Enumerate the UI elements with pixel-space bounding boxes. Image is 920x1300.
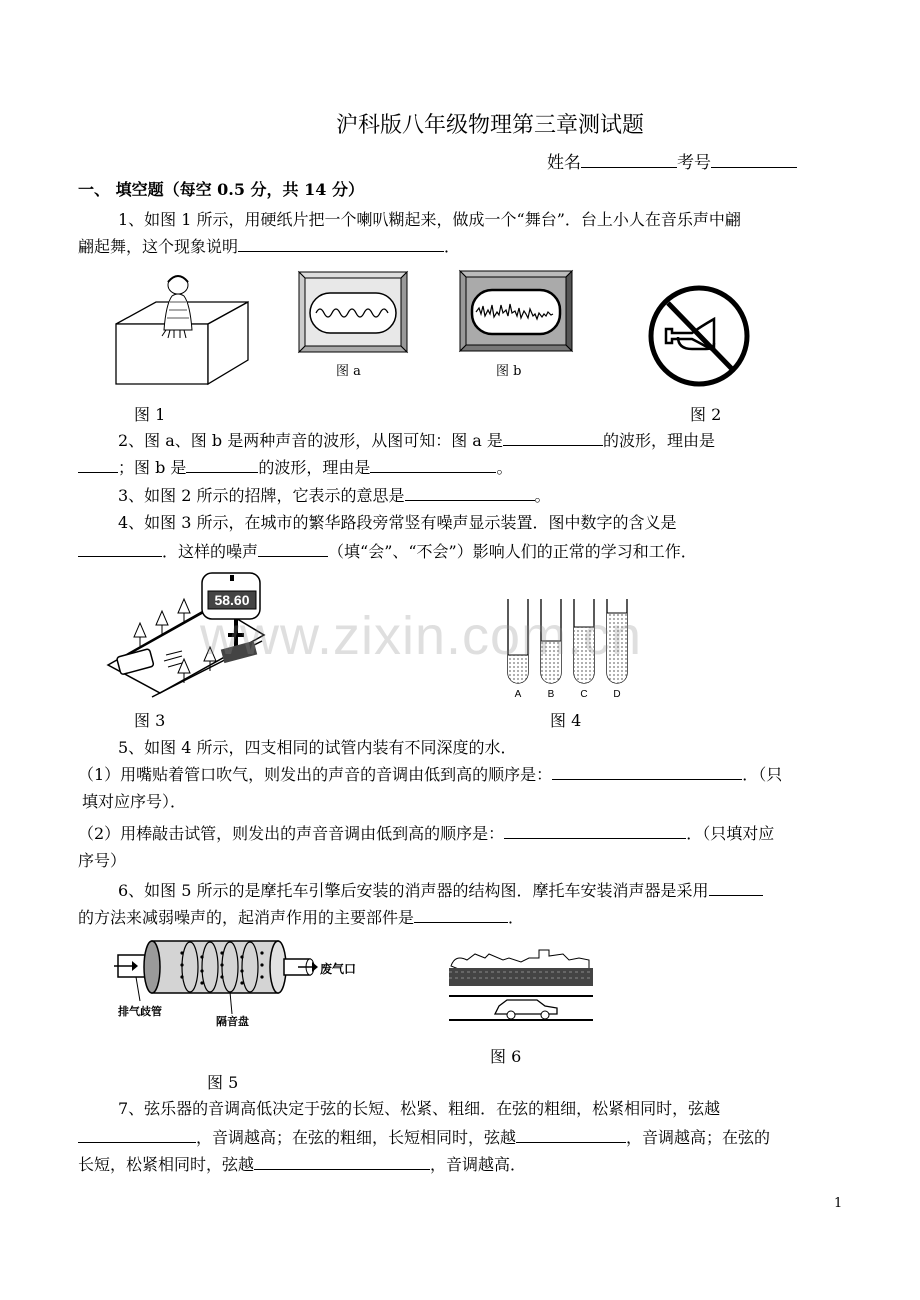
figure-4-caption: 图 4: [550, 711, 582, 730]
q4-text-b: （填“会”、“不会”）影响人们的正常的学习和工作．: [328, 542, 697, 561]
q5-p2-end: ．（只填对应: [686, 824, 775, 843]
figure-5-muffler-diagram: [112, 935, 372, 1035]
q7-blank-2[interactable]: [516, 1127, 626, 1143]
q2-blank-4[interactable]: [370, 457, 496, 473]
exhaust-manifold-label: 排气歧管: [118, 1006, 162, 1018]
q7-text-d: ，音调越高．: [430, 1155, 527, 1174]
q2-text-d: 的波形，理由是: [258, 458, 371, 477]
q4-blank-1[interactable]: [78, 541, 162, 557]
id-label: 考号: [677, 153, 711, 173]
q7-line3: [78, 1154, 526, 1175]
q6-text-a: 6、如图 5 所示的是摩托车引擎后安装的消声器的结构图．摩托车安装消声器是采用: [118, 881, 709, 900]
q6-blank-1[interactable]: [709, 880, 763, 896]
q6-line2: [78, 907, 524, 928]
section-title: 一、 填空题（每空 0.5 分，共 14 分）: [78, 180, 364, 199]
student-info: [547, 152, 797, 173]
q3-blank[interactable]: [405, 485, 535, 501]
q2-line2: [78, 457, 512, 478]
exhaust-outlet-label: 废气口: [320, 962, 357, 976]
q4-line2: [78, 541, 697, 562]
watermark: www.zixin.com.cn: [200, 606, 643, 666]
q7-text-b: ，音调越高；在弦的: [626, 1128, 771, 1147]
tube-A-label: A: [514, 689, 522, 700]
q7-line1: 7、弦乐器的音调高低决定于弦的长短、松紧、粗细．在弦的粗细，松紧相同时，弦越: [118, 1099, 721, 1118]
q2-blank-2[interactable]: [78, 457, 118, 473]
q1-line1: 1、如图 1 所示，用硬纸片把一个喇叭糊起来，做成一个“舞台”．台上小人在音乐声中翩: [118, 210, 741, 229]
q5-part1: [78, 764, 782, 785]
tube-C-label: C: [580, 689, 588, 700]
id-blank[interactable]: [711, 152, 797, 168]
q3-text: 3、如图 2 所示的招牌，它表示的意思是: [118, 486, 405, 505]
q7-text-a: ，音调越高；在弦的粗细，长短相同时，弦越: [196, 1128, 517, 1147]
q4-text-a: ．这样的噪声: [162, 542, 259, 561]
name-label: 姓名: [547, 153, 581, 173]
tube-D-label: D: [613, 689, 621, 700]
q5-intro: 5、如图 4 所示，四支相同的试管内装有不同深度的水．: [118, 738, 517, 757]
q7-text-c: 长短，松紧相同时，弦越: [78, 1155, 255, 1174]
q6-end: ．: [508, 908, 525, 927]
q2-text-c: ；图 b 是: [118, 458, 187, 477]
figure-6-caption: 图 6: [490, 1047, 522, 1066]
q5-part2: [78, 823, 774, 844]
q5-part2-cont: 序号）: [78, 851, 127, 870]
q1-blank[interactable]: [238, 236, 444, 252]
q2-line1: [118, 430, 715, 451]
page-title: 沪科版八年级物理第三章测试题: [335, 113, 644, 138]
figure-b-caption: 图 b: [496, 364, 522, 379]
figure-1-caption: 图 1: [134, 405, 166, 424]
q1-text: 翩起舞，这个现象说明: [78, 237, 239, 256]
q2-blank-1[interactable]: [503, 430, 603, 446]
figure-6-road-barrier-illustration: [445, 948, 597, 1028]
q2-text-e: 。: [496, 458, 513, 477]
figure-5-caption: 图 5: [207, 1073, 239, 1092]
no-horn-sign-icon: [648, 285, 750, 387]
figure-3-caption: 图 3: [134, 711, 166, 730]
q7-blank-1[interactable]: [78, 1127, 196, 1143]
q4-line1: 4、如图 3 所示，在城市的繁华路段旁常竖有噪声显示装置．图中数字的含义是: [118, 513, 677, 532]
q5-p1-end: ．（只: [742, 765, 783, 784]
q5-p2-text: （2）用棒敲击试管，则发出的声音音调由低到高的顺序是：: [78, 824, 505, 843]
q7-line2: [78, 1127, 770, 1148]
tube-B-label: B: [547, 689, 555, 700]
q6-text-b: 的方法来减弱噪声的，起消声作用的主要部件是: [78, 908, 415, 927]
q2-blank-3[interactable]: [186, 457, 258, 473]
figure-a-waveform: [298, 271, 408, 353]
name-blank[interactable]: [581, 152, 677, 168]
q6-blank-2[interactable]: [414, 907, 508, 923]
q6-line1: [118, 880, 763, 901]
q5-blank-1[interactable]: [552, 764, 742, 780]
q5-part1-cont: 填对应序号）．: [82, 792, 187, 811]
q4-blank-2[interactable]: [258, 541, 328, 557]
figure-1-stage-illustration: [114, 272, 254, 387]
figure-2-caption: 图 2: [690, 405, 722, 424]
q5-blank-2[interactable]: [504, 823, 686, 839]
figure-b-waveform: [459, 270, 573, 352]
q2-text-a: 2、图 a、图 b 是两种声音的波形，从图可知：图 a 是: [118, 431, 503, 450]
q3-line: [118, 485, 551, 506]
q7-blank-3[interactable]: [254, 1154, 430, 1170]
q1-end: ．: [444, 237, 461, 256]
noise-display-value: 58.60: [214, 592, 250, 608]
q2-text-b: 的波形，理由是: [602, 431, 715, 450]
figure-a-caption: 图 a: [336, 364, 361, 379]
page-number: 1: [834, 1196, 843, 1211]
q5-p1-text: （1）用嘴贴着管口吹气，则发出的声音的音调由低到高的顺序是：: [78, 765, 553, 784]
q3-end: 。: [534, 486, 551, 505]
baffle-label: 隔音盘: [216, 1016, 249, 1028]
q1-line2: [78, 236, 460, 257]
